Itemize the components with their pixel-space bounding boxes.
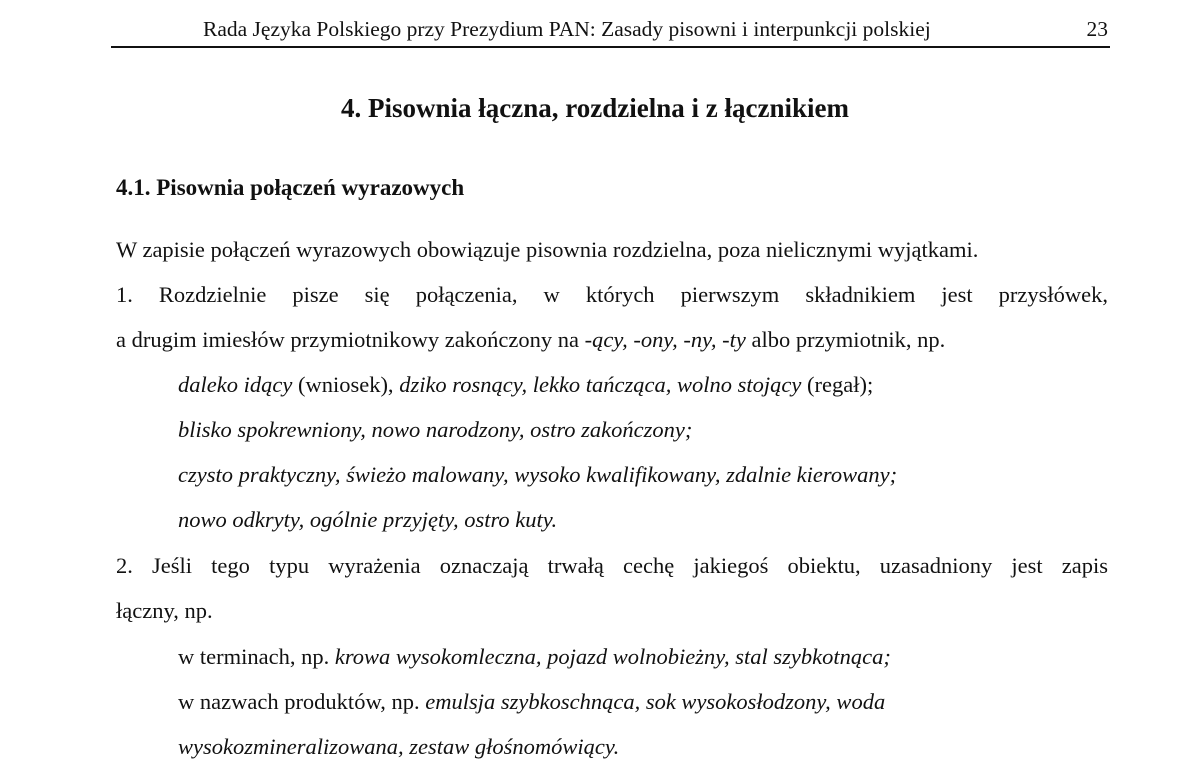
example: emulsja szybkoschnąca, sok wysokosłodzony, woda: [425, 689, 886, 714]
rule2-line2: łączny, np.: [116, 598, 213, 623]
text: w nazwach produktów, np.: [178, 689, 426, 714]
rule1-line1: 1. Rozdzielnie pisze się połączenia, w których pierwszym składnikiem jest przysłówek,: [116, 282, 1108, 307]
page-number: 23: [1086, 17, 1108, 41]
example: krowa wysokomleczna, pojazd wolnobieżny, stal szybkotnąca;: [334, 644, 891, 669]
rule2-line1: 2. Jeśli tego typu wyrażenia oznaczają trwałą cechę jakiegoś obiektu, uzasadniony jest zapis: [116, 553, 1108, 578]
text: albo przymiotnik, np.: [745, 327, 946, 352]
running-header: [111, 14, 1110, 48]
example-line-4: [178, 507, 557, 533]
text: w terminach, np.: [178, 644, 335, 669]
text: (wniosek),: [292, 372, 400, 397]
products-line-cont: [178, 734, 619, 760]
example-line-1: [178, 372, 873, 398]
intro-paragraph: W zapisie połączeń wyrazowych obowiązuje pisownia rozdzielna, poza nielicznymi wyjątkami.: [116, 237, 979, 262]
example-line-2: [178, 417, 692, 443]
terms-line: [178, 644, 891, 670]
products-line: [178, 689, 885, 715]
text: (regał);: [801, 372, 874, 397]
example: czysto praktyczny, świeżo malowany, wysoko kwalifikowany, zdalnie kierowany;: [178, 462, 898, 487]
chapter-title: 4. Pisownia łączna, rozdzielna i z łącznikiem: [341, 93, 849, 123]
example: nowo odkryty, ogólnie przyjęty, ostro kuty.: [178, 507, 558, 532]
example: dziko rosnący, lekko tańcząca, wolno stojący: [399, 372, 802, 397]
suffixes: -ący, -ony, -ny, -ty: [584, 327, 746, 352]
text: a drugim imiesłów przymiotnikowy zakończony na: [116, 327, 585, 352]
section-title: 4.1. Pisownia połączeń wyrazowych: [116, 175, 465, 200]
example-line-3: [178, 462, 897, 488]
header-title: Rada Języka Polskiego przy Prezydium PAN: Zasady pisowni i interpunkcji polskiej: [203, 17, 931, 41]
rule1-line2: [116, 327, 945, 353]
example: wysokozmineralizowana, zestaw głośnomówiący.: [178, 734, 620, 759]
example: daleko idący: [178, 372, 293, 397]
example: blisko spokrewniony, nowo narodzony, ostro zakończony;: [178, 417, 693, 442]
